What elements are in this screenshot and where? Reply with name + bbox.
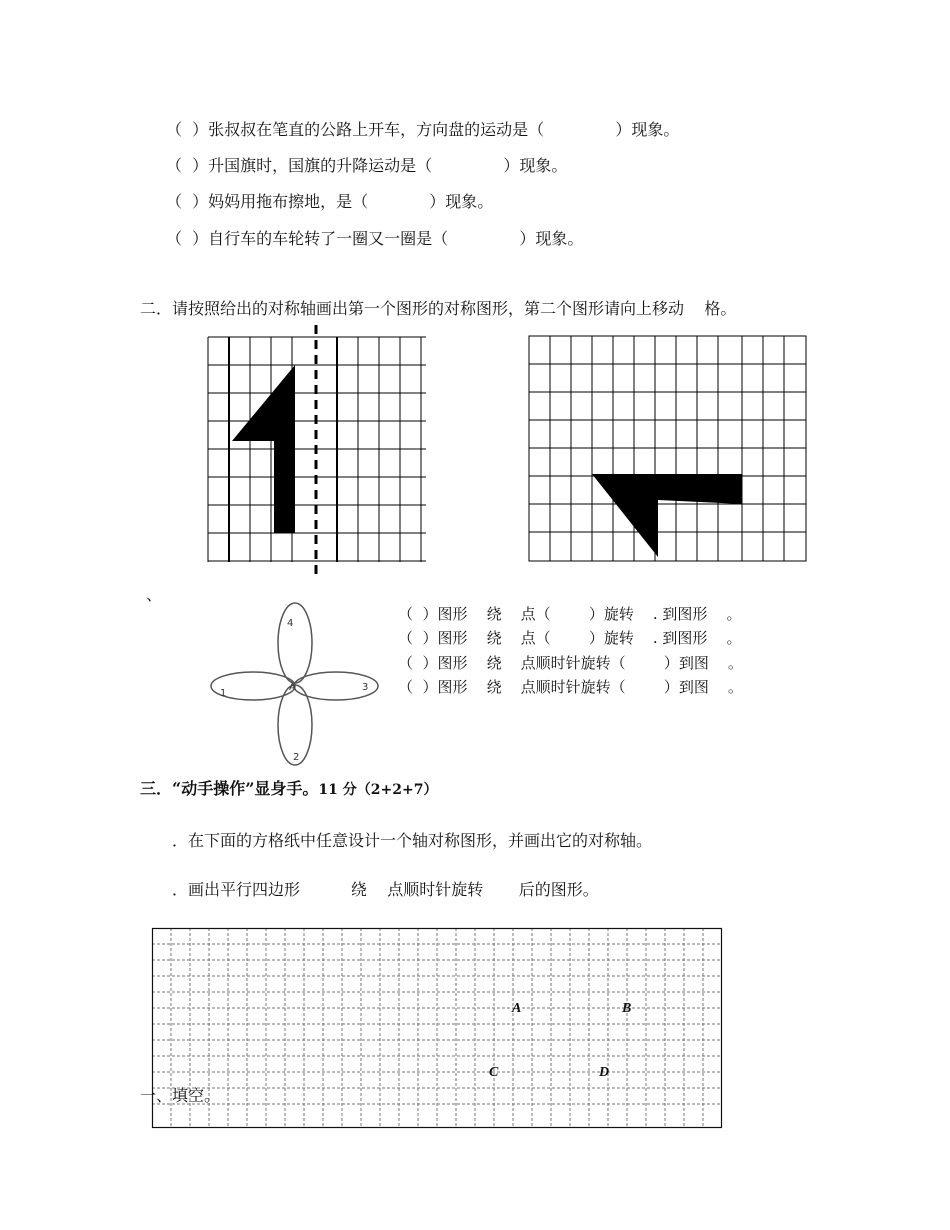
- flag-shape: [592, 474, 742, 557]
- fill-item-4: （ ）自行车的车轮转了一圈又一圈是（ ）现象。: [166, 229, 584, 248]
- rotation-question-4: （ ）图形 绕 点顺时针旋转（ ）到图 。: [398, 678, 743, 696]
- section3-item-1: ．在下面的方格纸中任意设计一个轴对称图形，并画出它的对称轴。: [172, 831, 653, 850]
- fill-item-2: （ ）升国旗时，国旗的升降运动是（ ）现象。: [166, 156, 568, 175]
- flower-label-2: 2: [293, 752, 300, 763]
- translation-grid: [529, 336, 809, 564]
- section3-item-2: ．画出平行四边形 绕 点顺时针旋转 后的图形。: [172, 880, 599, 899]
- rotation-question-3: （ ）图形 绕 点顺时针旋转（ ）到图 。: [398, 654, 743, 672]
- section3-title: 三．“动手操作”显身手。: [140, 779, 319, 798]
- section3-score: 11 分（2+2+7）: [318, 782, 438, 798]
- point-b: B: [622, 1001, 632, 1016]
- flower-label-1: 1: [220, 688, 227, 699]
- flower-label-4: 4: [287, 618, 294, 629]
- symmetry-grid: [208, 330, 440, 582]
- point-d: D: [599, 1065, 610, 1080]
- flower-label-a: A: [289, 682, 296, 693]
- section1-heading: 一、填空。: [140, 1086, 221, 1105]
- flower-label-3: 3: [362, 682, 369, 693]
- flower-diagram: [205, 600, 385, 770]
- section2-heading: 二．请按照给出的对称轴画出第一个图形的对称图形，第二个图形请向上移动 格。: [140, 299, 737, 318]
- rotation-question-2: （ ）图形 绕 点（ ）旋转 . 到图形 。: [398, 629, 742, 647]
- design-grid: [152, 928, 724, 1130]
- rotation-question-1: （ ）图形 绕 点（ ）旋转 . 到图形 。: [398, 605, 742, 623]
- fill-item-1: （ ）张叔叔在笔直的公路上开车，方向盘的运动是（ ）现象。: [166, 120, 680, 139]
- fill-item-3: （ ）妈妈用拖布擦地，是（ ）现象。: [166, 192, 494, 211]
- section3-heading: [140, 779, 437, 800]
- point-a: A: [512, 1001, 522, 1016]
- section2-mark: 、: [146, 585, 163, 604]
- point-c: C: [489, 1065, 499, 1080]
